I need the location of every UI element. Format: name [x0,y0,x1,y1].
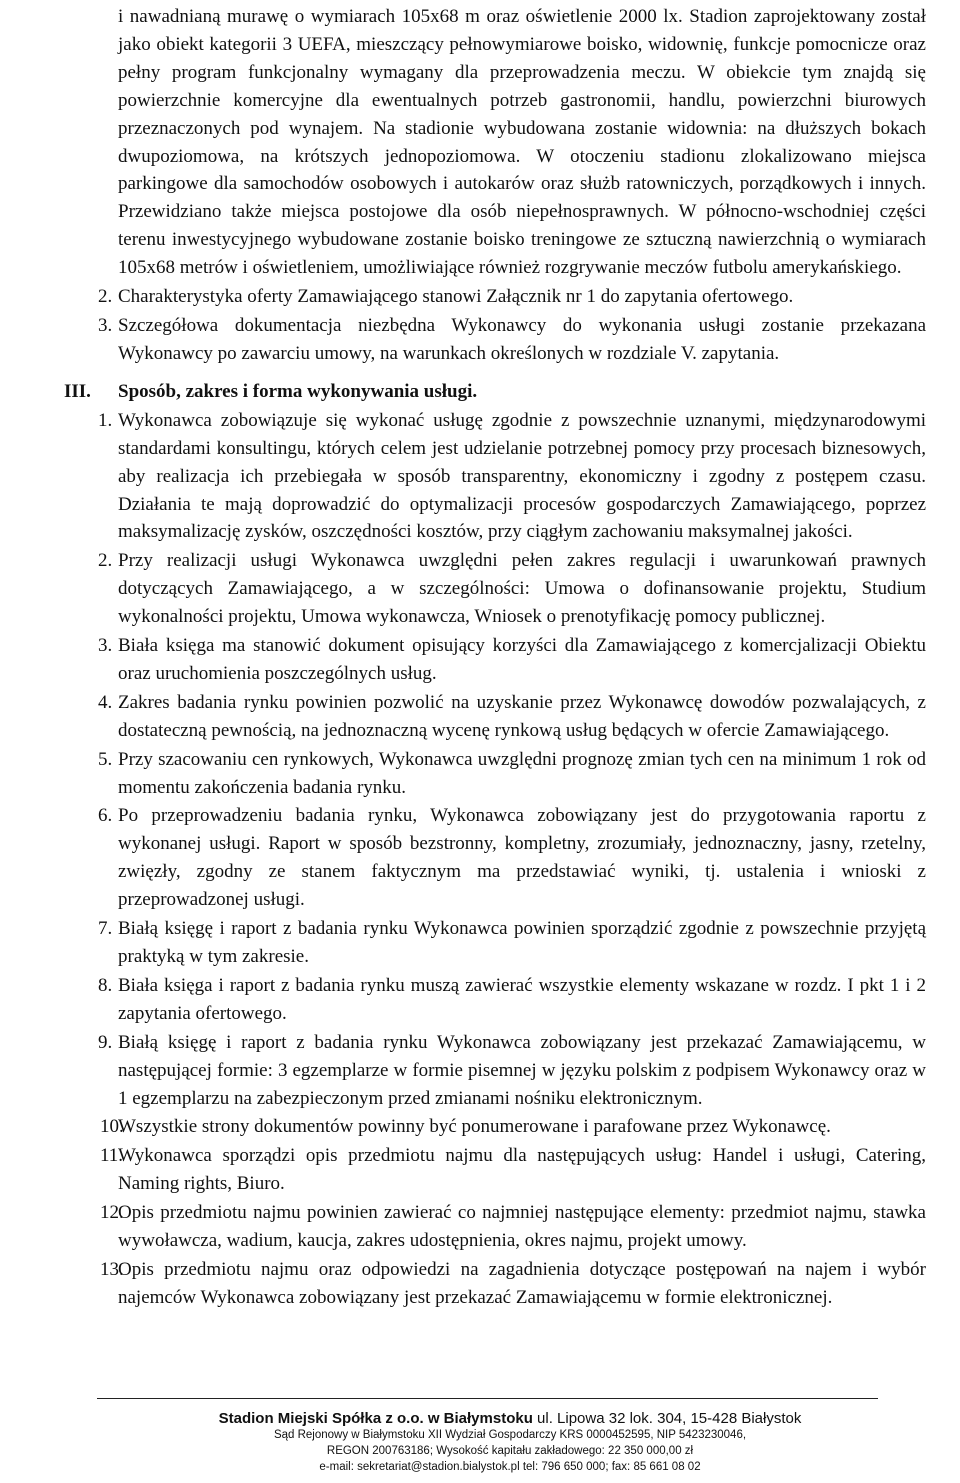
footer-registry-line: Sąd Rejonowy w Białymstoku XII Wydział Gospodarczy KRS 0000452595, NIP 5423230046, [273,1429,747,1441]
list-item [0,802,926,914]
footer-company-line [0,1410,960,1427]
item-number: 7. [98,918,113,940]
section-number: III. [64,380,91,402]
item-text: Wykonawca sporządzi opis przedmiotu najmu dla następujących usług: Handel i usługi, Catering, Naming rights, Biuro. [118,1145,926,1195]
company-address: ul. Lipowa 32 lok. 304, 15-428 Białystok [537,1410,802,1427]
item-text: Biała księga ma stanowić dokument opisujący korzyści dla Zamawiającego z komercjalizacji Obiektu oraz uruchomienia poszczególnych usług. [118,635,926,684]
list-item [0,972,926,1028]
section3-list [0,407,926,1312]
item-number: 4. [98,691,113,713]
list-item [0,1256,926,1312]
list-item [0,915,926,971]
section-heading [0,378,926,406]
item-text: Zakres badania rynku powinien pozwolić na uzyskanie przez Wykonawcę dowodów pozwalających, z dostateczną pewnością, na jednoznaczną wycenę rynkową usług będących w ofercie Zamawiającego. [118,691,926,741]
item-text: Białą księgę i raport z badania rynku Wykonawca zobowiązany jest przekazać Zamawiającemu, w następującej formie: 3 egzemplarze w formie pisemnej w języku polskim z podpisem Wykonawcy oraz w 1 egzemplarzu na zabezpieczonym przed zmianami nośniku elektronicznym. [118,1031,926,1109]
item-number: 5. [98,748,113,770]
item-number: 2. [98,286,113,308]
item-text: Przy szacowaniu cen rynkowych, Wykonawca uwzględni prognozę zmian tych cen na minimum 1 rok od momentu zakończenia badania rynku. [118,748,926,798]
item-text: Wykonawca zobowiązuje się wykonać usługę zgodnie z powszechnie uznanymi, międzynarodowymi standardami konsultingu, których celem jest udzielanie potrzebnej pomocy przy procesach biznesowych, aby realizacja ich przebiegała w sposób transparentny, ekonomiczny i zgodny z postępem czasu. Działania te mają doprowadzić do optymalizacji procesów gospodarczych Zamawiającego, poprzez maksymalizację zysków, oszczędności kosztów, przy ciągłym zachowaniu maksymalnej jakości. [118,409,926,543]
section-title: Sposób, zakres i forma wykonywania usługi. [118,380,478,402]
item-text: Po przeprowadzeniu badania rynku, Wykonawca zobowiązany jest do przygotowania raportu z wykonanej usługi. Raport w sposób bezstronny, kompletny, zrozumiały, jednoznaczny, jasny, rzetelny, zwięzły, zgodny ze stanem faktycznym ma przedstawiać wyniki, tj. ustalenia i wnioski z przeprowadzonej usługi. [118,805,926,911]
document-page [0,3,960,1483]
item-text: Wszystkie strony dokumentów powinny być ponumerowane i parafowane przez Wykonawcę. [118,1116,831,1138]
item-number: 6. [98,805,113,827]
item-number: 9. [98,1031,113,1053]
list-item [0,1142,926,1198]
list-item [0,1029,926,1113]
list-item [0,547,926,631]
item-text: Opis przedmiotu najmu powinien zawierać co najmniej następujące elementy: przedmiot najmu, stawka wywoławcza, wadium, kaucja, zakres udostępnienia, okres najmu, projekt umowy. [118,1202,926,1252]
item-number: 12. [100,1202,124,1224]
footer-contact-line: e-mail: sekretariat@stadion.bialystok.pl tel: 796 650 000; fax: 85 661 08 02 [319,1461,701,1473]
intro-paragraph: i nawadnianą murawę o wymiarach 105x68 m oraz oświetlenie 2000 lx. Stadion zaprojektowany został jako obiekt kategorii 3 UEFA, mieszczący pełnowymiarowe boisko, widownię, funkcje pomocnicze oraz pełny program funkcjonalny wymagany dla przeprowadzenia meczu. W obiekcie tym znajdą się powierzchnie komercyjne dla ewentualnych potrzeb gastronomii, handlu, powierzchni biurowych przeznaczonych pod wynajem. Na stadionie wybudowana zostanie widownia: na dłuższych bokach dwupoziomowa, na krótszych jednopoziomowa. W otoczeniu stadionu zlokalizowano miejsca parkingowe dla samochodów osobowych i autokarów oraz służb ratowniczych, porządkowych i innych. Przewidziano także miejsca postojowe dla osób niepełnosprawnych. W północno-wschodniej części terenu inwestycyjnego wybudowane zostanie boisko treningowe ze sztuczną nawierzchnią o wymiarach 105x68 metrów i oświetleniem, umożliwiające również rozgrywanie meczów futbolu amerykańskiego. [118,6,926,279]
item-number: 11. [100,1145,124,1167]
list-item [0,746,926,802]
item-number: 3. [98,635,113,657]
item-number: 8. [98,974,113,996]
list-item [0,1199,926,1255]
item-number: 2. [98,550,113,572]
list-item [0,312,926,368]
section2-list [0,283,926,368]
item-number: 13. [100,1258,124,1280]
list-item [0,689,926,745]
item-text: Opis przedmiotu najmu oraz odpowiedzi na zagadnienia dotyczące postępowań na najem i wybór najemców Wykonawca zobowiązany jest przekazać Zamawiającemu w formie elektronicznej. [118,1258,926,1308]
page-footer [0,1398,960,1475]
item-text: Charakterystyka oferty Zamawiającego stanowi Załącznik nr 1 do zapytania ofertowego. [118,286,794,308]
item-number: 10. [100,1116,124,1138]
footer-regon-line: REGON 200763186; Wysokość kapitału zakładowego: 22 350 000,00 zł [326,1445,694,1457]
list-item [0,407,926,547]
company-name: Stadion Miejski Spółka z o.o. w Białymstoku [218,1410,533,1427]
item-text: Biała księga i raport z badania rynku muszą zawierać wszystkie elementy wskazane w rozdz. I pkt 1 i 2 zapytania ofertowego. [118,974,926,1024]
item-text: Przy realizacji usługi Wykonawca uwzględni pełen zakres regulacji i uwarunkowań prawnych dotyczących Zamawiającego, a w szczególności: Umowa o dofinansowanie projektu, Studium wykonalności projektu, Umowa wykonawcza, Wniosek o prenotyfikację pomocy publicznej. [118,550,926,628]
footer-divider [97,1398,878,1399]
item-number: 1. [98,409,113,431]
list-item [0,632,926,688]
list-item [0,283,926,311]
item-text: Szczegółowa dokumentacja niezbędna Wykonawcy do wykonania usługi zostanie przekazana Wykonawcy po zawarciu umowy, na warunkach określonych w rozdziale V. zapytania. [118,314,926,364]
item-number: 3. [98,314,113,336]
item-text: Białą księgę i raport z badania rynku Wykonawca powinien sporządzić zgodnie z powszechnie przyjętą praktyką w tym zakresie. [118,918,926,967]
list-item [0,1113,926,1141]
